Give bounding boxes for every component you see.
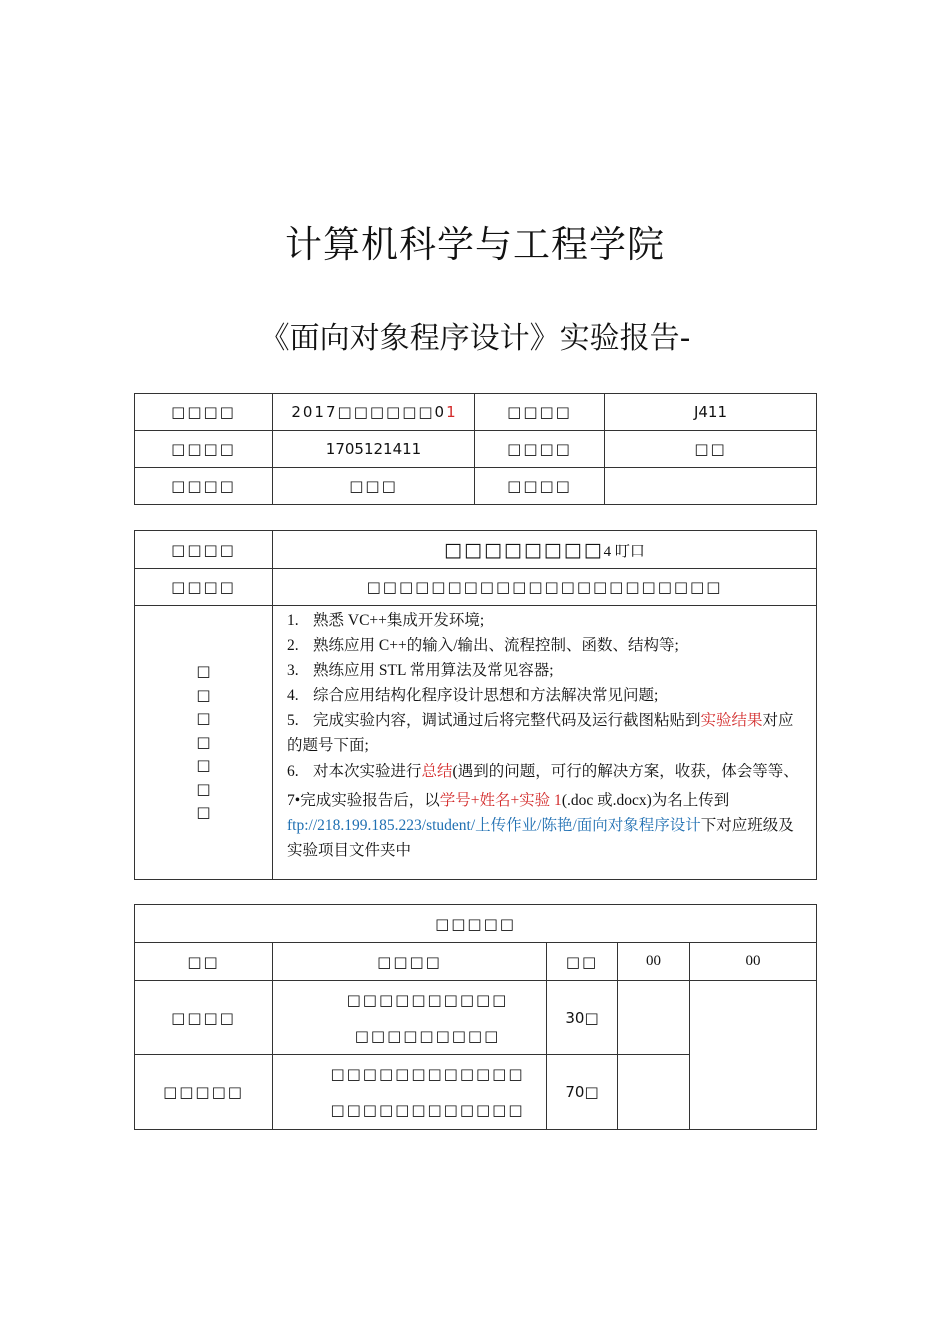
requirement-number: 2.: [287, 637, 299, 654]
report-title: 《面向对象程序设计》实验报告-: [259, 321, 691, 356]
requirements-label-char: □: [196, 779, 211, 798]
requirement-highlight: 总结: [421, 763, 453, 780]
info-row: [135, 468, 817, 505]
experiment-table: [134, 530, 817, 880]
total-score-cell[interactable]: [690, 981, 817, 1130]
requirement-text: (.doc 或.docx)为名上传到: [561, 792, 730, 809]
requirement-text: 熟练应用 STL 常用算法及常见容器;: [313, 662, 554, 679]
requirement-number: 6.: [287, 763, 299, 780]
info-value: J411: [605, 394, 817, 431]
info-label: □□□□: [135, 394, 273, 431]
score-row-label: □□□□: [135, 981, 273, 1055]
requirements-label-char: □: [196, 803, 211, 822]
info-label: □□□□: [135, 468, 273, 505]
requirement-number: 3.: [287, 662, 299, 679]
requirement-text: 对应的题号下面;: [287, 712, 794, 754]
info-value: □□: [605, 431, 817, 468]
requirements-label: [135, 606, 273, 880]
requirement-highlight: 学号+姓名+实验 1: [439, 792, 562, 809]
experiment-name-value: [273, 531, 817, 569]
requirements-label-char: □: [196, 756, 211, 775]
criteria-line: □□□□□□□□□□: [346, 990, 509, 1009]
requirement-item: [287, 658, 808, 683]
info-label: □□□□: [475, 468, 605, 505]
requirement-text: 熟练应用 C++的输入/输出、流程控制、函数、结构等;: [313, 637, 679, 654]
score-criteria: [273, 1055, 547, 1130]
info-label: □□□□: [475, 394, 605, 431]
experiment-name-row: [135, 531, 817, 569]
requirement-item: [287, 708, 808, 758]
requirements-label-char: □: [196, 732, 211, 751]
score-header: 00: [618, 943, 690, 981]
criteria-line: □□□□□□□□□□□□: [330, 1101, 525, 1119]
info-value: [273, 394, 475, 431]
experiment-name-text: □□□□□□□□: [444, 538, 604, 561]
info-row: [135, 394, 817, 431]
ftp-link[interactable]: ftp://218.199.185.223/student/上传作业/陈艳/面向对象程序设计: [287, 817, 701, 834]
requirement-highlight: 实验结果: [700, 712, 763, 729]
requirement-item: [287, 788, 808, 863]
experiment-name-suffix: 4 叮口: [603, 543, 645, 560]
info-value: □□□: [273, 468, 475, 505]
requirement-number: 5.: [287, 712, 299, 729]
score-row-label: □□□□□: [135, 1055, 273, 1130]
info-value-red: 1: [446, 403, 456, 421]
requirement-number: 4.: [287, 687, 299, 704]
info-value: 1705121411: [273, 431, 475, 468]
score-header: □□□□: [273, 943, 547, 981]
info-value-text: 2017□□□□□□0: [291, 403, 447, 421]
info-label: □□□□: [475, 431, 605, 468]
score-header: 00: [690, 943, 817, 981]
score-header: □□: [547, 943, 618, 981]
requirements-content: [273, 606, 817, 880]
experiment-name-label: □□□□: [135, 531, 273, 569]
score-weight: 30□: [547, 981, 618, 1055]
score-header: □□: [135, 943, 273, 981]
requirement-text: 综合应用结构化程序设计思想和方法解决常见问题;: [313, 687, 659, 704]
requirement-text: 熟悉 VC++集成开发环境;: [313, 612, 485, 629]
requirement-item: [287, 608, 808, 633]
score-title-row: [135, 905, 817, 943]
score-value-cell[interactable]: [618, 981, 690, 1055]
score-criteria: [273, 981, 547, 1055]
criteria-line: □□□□□□□□□: [354, 1026, 501, 1045]
requirement-number: 1.: [287, 612, 299, 629]
requirement-text: 完成实验内容，调试通过后将完整代码及运行截图粘贴到: [313, 712, 701, 729]
experiment-type-row: [135, 569, 817, 606]
requirement-item: [287, 762, 808, 782]
score-table: [134, 904, 817, 1130]
score-table-title: □□□□□: [135, 905, 817, 943]
experiment-type-label: □□□□: [135, 569, 273, 606]
info-label: □□□□: [135, 431, 273, 468]
criteria-line: □□□□□□□□□□□□: [330, 1065, 525, 1083]
requirement-item: [287, 633, 808, 658]
requirement-text: 对本次实验进行: [313, 763, 422, 780]
requirement-item: [287, 683, 808, 708]
requirement-text: (遇到的问题，可行的解决方案，收获，体会等等、: [452, 763, 799, 780]
requirement-number: 7•: [287, 792, 301, 809]
info-table: [134, 393, 817, 505]
college-title: 计算机科学与工程学院: [285, 223, 665, 266]
requirements-row: [135, 606, 817, 880]
requirement-text: 下对应班级及实验项目文件夹中: [287, 817, 794, 859]
score-row: [135, 981, 817, 1055]
score-header-row: [135, 943, 817, 981]
requirement-text: 完成实验报告后，以: [300, 792, 440, 809]
requirements-label-char: □: [196, 685, 211, 704]
experiment-type-value: □□□□□□□□□□□□□□□□□□□□□□: [273, 569, 817, 606]
score-weight: 70□: [547, 1055, 618, 1130]
requirements-label-char: □: [196, 662, 211, 681]
info-value: [605, 468, 817, 505]
score-value-cell[interactable]: [618, 1055, 690, 1130]
requirements-label-char: □: [196, 709, 211, 728]
info-row: [135, 431, 817, 468]
